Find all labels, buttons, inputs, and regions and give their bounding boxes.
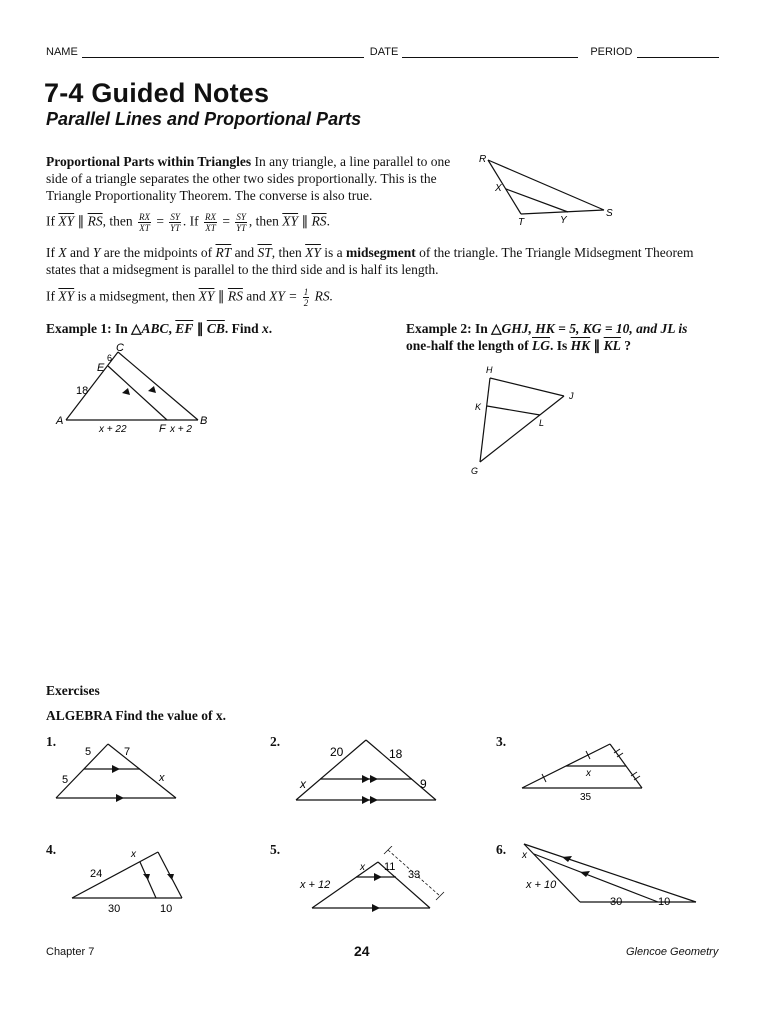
label-x: X: [495, 183, 502, 194]
side-left: [524, 844, 580, 902]
label: 30: [610, 896, 623, 908]
converse-if: . If: [182, 213, 199, 229]
parallel-symbol: ∥: [77, 213, 85, 229]
label: 5: [62, 774, 69, 786]
label: 10: [160, 903, 173, 915]
label: x: [586, 768, 591, 779]
text: .: [268, 321, 273, 336]
frac-den: YT: [170, 223, 181, 233]
label-a: A: [56, 415, 64, 427]
label-s: S: [606, 208, 613, 219]
side-jg: [480, 396, 564, 462]
arrow: [562, 856, 572, 862]
segment-xy: $\overline{XY}$: [305, 245, 321, 260]
arrow: [372, 904, 380, 912]
example2-prompt: Example 2: In △GHJ, HK = 5, KG = 10, and JL is one-half the length of $\overline{LG}$. Is $\overline{HK}$ ∥ $\overline{KL}$ ?: [406, 321, 688, 353]
exercises-instruction: ALGEBRA Find the value of x.: [46, 708, 227, 723]
arrow: [116, 794, 124, 802]
parallel-symbol: ∥: [593, 338, 601, 353]
page-title: 7-4 Guided Notes: [44, 78, 270, 108]
line-xy: $\overline{XY}$: [282, 213, 299, 229]
theorem-if: If: [46, 213, 55, 229]
label-x-plus-22: x + 22: [99, 424, 127, 435]
text: If: [46, 245, 55, 260]
arrow: [362, 775, 378, 783]
text: . Find: [224, 321, 259, 336]
frac-num: 1: [303, 287, 309, 297]
segment-cb: $\overline{CB}$: [206, 321, 225, 336]
text: is a: [324, 245, 343, 260]
figure-rxs: [476, 150, 626, 230]
intro-paragraph: [46, 153, 464, 204]
arrow: [112, 765, 120, 773]
page-subtitle: Parallel Lines and Proportional Parts: [46, 109, 362, 129]
intro-heading: Proportional Parts within Triangles: [46, 154, 252, 169]
label-l: L: [539, 418, 545, 428]
label-y: Y: [560, 215, 567, 226]
label: 18: [389, 747, 403, 761]
example2-figure: [466, 362, 586, 482]
midsegment-paragraph: [46, 244, 726, 278]
exercise-2-number: 2.: [270, 734, 281, 749]
text: of the triangle. The Triangle Midsegment Theorem states that a midsegment is parallel to the third side and is half its length.: [46, 245, 694, 277]
period-field[interactable]: [637, 46, 719, 58]
text: If: [46, 288, 55, 304]
side-left: [56, 744, 108, 798]
exercise-3-number: 3.: [496, 734, 507, 749]
exercise-4-number: 4.: [46, 842, 57, 857]
exercises-heading: Exercises: [46, 683, 100, 698]
label-t: T: [518, 217, 525, 228]
frac-den: XT: [139, 223, 150, 233]
line-rs: $\overline{RS}$: [87, 213, 103, 229]
label: 5: [85, 746, 92, 758]
line-rs: $\overline{RS}$: [311, 213, 327, 229]
label-h: H: [486, 365, 493, 375]
converse-then: , then: [248, 213, 279, 229]
example1-prompt: Example 1: In △ABC, $\overline{EF}$ ∥ $\overline{CB}$. Find x.: [46, 321, 273, 336]
segment-kl: $\overline{KL}$: [603, 338, 621, 353]
side-top: [524, 844, 696, 902]
name-field[interactable]: [82, 46, 364, 58]
label: x: [300, 777, 306, 791]
text: RS.: [314, 288, 334, 304]
label-x-plus-2: x + 2: [170, 424, 192, 435]
line-xy: $\overline{XY}$: [58, 213, 75, 229]
period-label: PERIOD: [590, 46, 633, 58]
line-rs: $\overline{RS}$: [227, 288, 243, 304]
label: x: [159, 772, 165, 784]
dimension-tick: [384, 846, 392, 854]
fraction-sy-yt: [169, 212, 181, 233]
label: 24: [90, 868, 103, 880]
frac-num: RX: [139, 212, 151, 222]
side-hg: [480, 378, 490, 462]
frac-den: XT: [205, 223, 216, 233]
segment-xy: [506, 189, 568, 212]
segment-ef: $\overline{EF}$: [175, 321, 194, 336]
label: 7: [124, 746, 131, 758]
text: ?: [624, 338, 632, 353]
intro-text: In any triangle, a line parallel to one side of a triangle separates the other two sides proportionally. This is the Triangle Proportionality Theorem. The converse is also true.: [46, 154, 451, 203]
example1-figure: [52, 342, 222, 442]
label: x: [522, 850, 527, 861]
segment-st: $\overline{ST}$: [257, 245, 272, 260]
side-right: [108, 744, 176, 798]
point-x: X: [58, 245, 67, 260]
fraction-sy-yt-2: [235, 212, 247, 233]
frac-num: RX: [205, 212, 217, 222]
parallel-symbol: ∥: [196, 321, 204, 336]
segment-ts: [521, 210, 604, 214]
equals: =: [156, 213, 165, 229]
text: one-half the length of: [406, 338, 529, 353]
label: 33: [408, 869, 421, 881]
date-field[interactable]: [402, 46, 578, 58]
footer-page-number: 24: [354, 943, 370, 959]
given-values: , HK = 5, KG = 10, and JL is: [528, 321, 688, 336]
text: are the midpoints of: [103, 245, 213, 260]
label-e: E: [97, 362, 105, 374]
text: is a midsegment, then: [77, 288, 196, 304]
text: . Is: [550, 338, 568, 353]
label: x: [360, 862, 365, 873]
parallel-symbol: ∥: [301, 213, 309, 229]
label: x + 10: [526, 879, 557, 891]
arrow-ef: [122, 388, 130, 395]
name-label: NAME: [46, 46, 78, 58]
exercise-4-figure: [68, 846, 198, 918]
label-k: K: [475, 402, 482, 412]
label-18: 18: [76, 385, 89, 397]
label: 11: [384, 861, 396, 873]
text: Example 1: In: [46, 321, 128, 336]
text: , then: [271, 245, 302, 260]
parallel-segment: [534, 854, 658, 902]
label: x: [131, 849, 136, 860]
line-xy: $\overline{XY}$: [198, 288, 215, 304]
exercise-1-figure: [52, 738, 182, 804]
text: and: [234, 245, 255, 260]
frac-num: SY: [170, 212, 180, 222]
variable: x: [261, 321, 269, 336]
arrow-cb: [148, 386, 156, 393]
segment-lg: $\overline{LG}$: [532, 338, 550, 353]
parallel-symbol: ∥: [217, 288, 225, 304]
segment-ef: [108, 366, 167, 420]
date-label: DATE: [369, 46, 399, 58]
segment-hk: $\overline{HK}$: [570, 338, 591, 353]
point-y: Y: [92, 245, 101, 260]
midsegment-term: midsegment: [346, 245, 416, 260]
text: Example 2: In: [406, 321, 488, 336]
label: 10: [658, 896, 671, 908]
exercise-6-figure: [520, 840, 700, 912]
arrow: [167, 874, 174, 880]
theorem-then: , then: [102, 213, 133, 229]
exercise-2-figure: [290, 736, 440, 806]
tick-mark: [586, 751, 590, 759]
fraction-rx-xt-2: [204, 212, 217, 233]
label: 30: [108, 903, 121, 915]
footer-chapter: Chapter 7: [46, 946, 95, 958]
exercise-6-number: 6.: [496, 842, 507, 857]
label-r: R: [479, 154, 487, 165]
text: and: [70, 245, 90, 260]
midsegment-line: [46, 287, 333, 308]
exercise-3-figure: [520, 736, 650, 806]
theorem-line: [46, 212, 330, 233]
label-j: J: [569, 391, 574, 401]
triangle-name: ABC: [141, 321, 169, 336]
page-header: [46, 46, 726, 58]
segment-rt: $\overline{RT}$: [215, 245, 232, 260]
frac-den: 2: [303, 298, 309, 308]
label-f: F: [159, 423, 166, 435]
fraction-one-half: [303, 287, 310, 308]
label: 20: [330, 745, 344, 759]
exercise-5-number: 5.: [270, 842, 281, 857]
segment-kl: [487, 406, 540, 415]
frac-den: YT: [236, 223, 247, 233]
label: 9: [420, 777, 427, 791]
segment-rs: [488, 160, 604, 210]
label: 35: [580, 792, 592, 803]
exercise-5-figure: [296, 846, 456, 918]
label-c: C: [116, 342, 124, 354]
arrow: [374, 873, 382, 881]
footer-publisher: Glencoe Geometry: [626, 946, 719, 958]
fraction-rx-xt: [138, 212, 151, 233]
label: x + 12: [300, 879, 331, 891]
segment-xy: $\overline{XY}$: [58, 288, 75, 304]
arrow: [143, 874, 150, 880]
segment-rt: [488, 160, 521, 214]
period: .: [326, 213, 330, 229]
text: and: [246, 288, 266, 304]
arrow: [362, 796, 378, 804]
exercise-1-number: 1.: [46, 734, 57, 749]
label-g: G: [471, 466, 479, 476]
label-b: B: [200, 415, 208, 427]
side-hj: [490, 378, 564, 396]
arrow: [580, 871, 590, 877]
equation: XY =: [269, 288, 298, 304]
triangle-name: GHJ: [501, 321, 529, 336]
label-6: 6: [107, 353, 113, 363]
equals: =: [222, 213, 231, 229]
frac-num: SY: [236, 212, 246, 222]
